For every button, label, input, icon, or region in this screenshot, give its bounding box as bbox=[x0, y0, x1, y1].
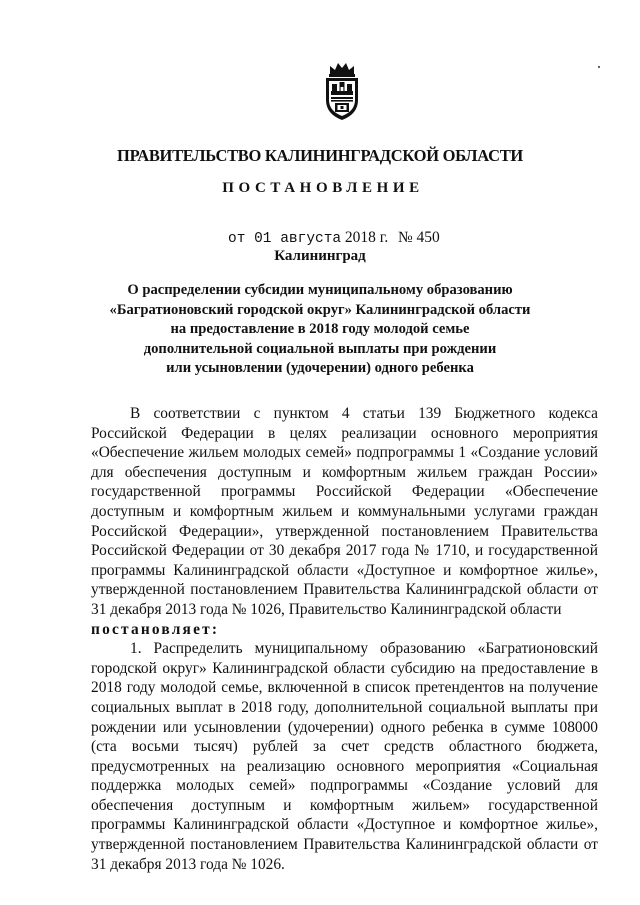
item-1-paragraph: 1. Распределить муниципальному образованию «Багратионовский городской округ» Калининградской области субсидию на предоставление в 2018 году молодой семье, включенной в список претендентов на получение социальных выплат в 2018 году, дополнительной социальной выплаты при рождении или усыновлении (удочерении) одного ребенка в сумме 108000 (ста восьми тысяч) рублей за счет средств областного бюджета, предусмотренных на реализацию основного мероприятия «Социальная поддержка молодых семей» подпрограммы «Создание условий для обеспечения доступным и комфортным жильем» государственной программы Калининградской области «Доступное и комфортное жилье», утвержденной постановлением Правительства Калининградской области от 31 декабря 2013 года № 1026. bbox=[91, 640, 598, 873]
resolution-title bbox=[0, 281, 640, 379]
date-prefix: от 01 августа bbox=[228, 231, 342, 247]
document-body bbox=[91, 404, 598, 874]
preamble-paragraph: В соответствии с пунктом 4 статьи 139 Бюджетного кодекса Российской Федерации в целях реализации основного мероприятия «Обеспечение жильем молодых семей» подпрограммы 1 «Создание условий для обеспечения доступным и комфортным жильем граждан России» государственной программы Российской Федерации «Обеспечение доступным и комфортным жильем и коммунальными услугами граждан Российской Федерации», утвержденной постановлением Правительства Российской Федерации от 30 декабря 2017 года № 1710, и государственной программы Калининградской области «Доступное и комфортное жилье», утвержденной постановлением Правительства Калининградской области от 31 декабря 2013 года № 1026, Правительство Калининградской области bbox=[91, 405, 598, 618]
coat-of-arms-emblem bbox=[322, 60, 362, 122]
title-line: О распределении субсидии муниципальному образованию bbox=[127, 282, 513, 298]
document-number: 450 bbox=[416, 229, 440, 246]
scan-speck bbox=[598, 66, 600, 68]
resolves-paragraph bbox=[91, 620, 598, 640]
title-line: дополнительной социальной выплаты при рождении bbox=[143, 340, 497, 357]
document-type-heading: ПОСТАНОВЛЕНИЕ bbox=[222, 180, 424, 196]
city-name: Калининград bbox=[274, 248, 366, 264]
date-number-line bbox=[228, 229, 440, 247]
title-line: «Багратионовский городской округ» Калининградской области bbox=[109, 301, 531, 318]
number-label: № bbox=[397, 229, 413, 246]
government-heading: ПРАВИТЕЛЬСТВО КАЛИНИНГРАДСКОЙ ОБЛАСТИ bbox=[117, 146, 523, 165]
title-line: или усыновлении (удочерении) одного ребенка bbox=[166, 360, 474, 376]
date-year: 2018 г. bbox=[344, 229, 389, 246]
resolves-word: постановляет: bbox=[91, 620, 220, 638]
title-line: на предоставление в 2018 году молодой семье bbox=[170, 321, 470, 337]
